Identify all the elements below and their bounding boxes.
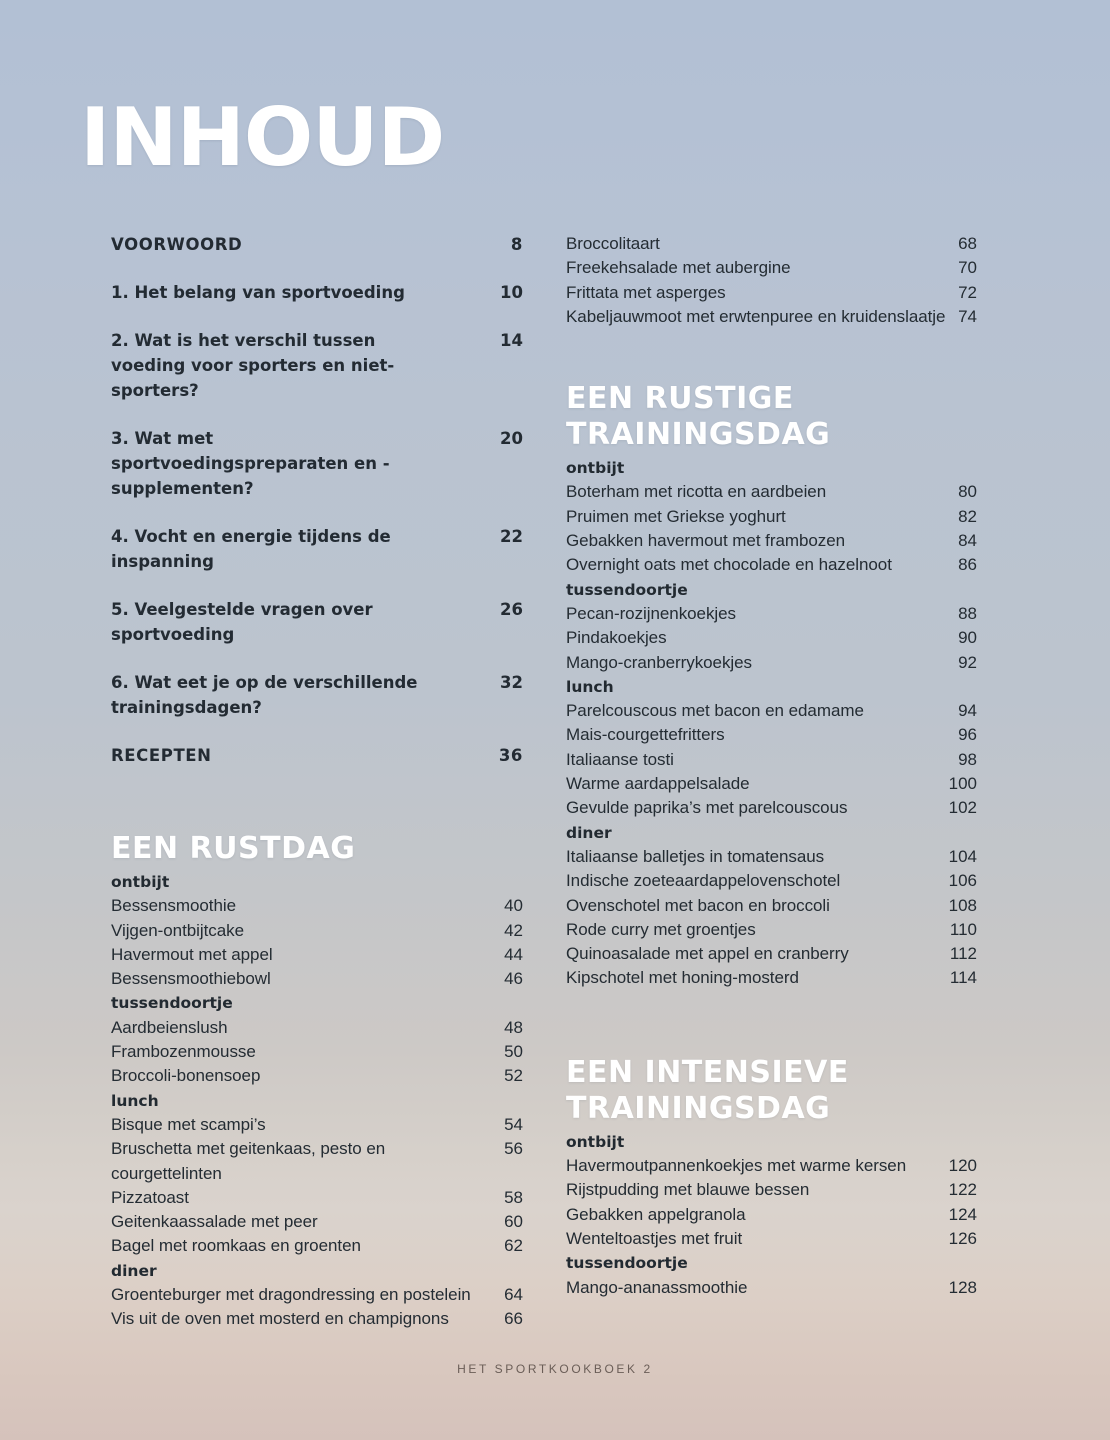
chapter-label: RECEPTEN bbox=[111, 746, 212, 765]
recipe-page-number: 120 bbox=[948, 1156, 977, 1176]
recipe-page-number: 96 bbox=[958, 725, 977, 745]
recipe-label: Aardbeienslush bbox=[111, 1017, 228, 1037]
chapter-page-number: 32 bbox=[500, 673, 523, 692]
recipe-page-number: 124 bbox=[948, 1204, 977, 1224]
recipe-entry[interactable] bbox=[566, 1203, 977, 1227]
recipe-page-number: 46 bbox=[504, 969, 523, 989]
section-block bbox=[566, 381, 977, 991]
left-column bbox=[111, 232, 523, 1332]
recipe-page-number: 56 bbox=[504, 1139, 523, 1159]
recipe-label: Broccoli-bonensoep bbox=[111, 1066, 261, 1086]
recipe-page-number: 108 bbox=[948, 895, 977, 915]
recipe-page-number: 40 bbox=[504, 896, 523, 916]
chapter-label: 5. Veelgestelde vragen over sportvoeding bbox=[111, 600, 373, 644]
recipe-page-number: 104 bbox=[948, 846, 977, 866]
recipe-page-number: 80 bbox=[958, 482, 977, 502]
footer-book-title: HET SPORTKOOKBOEK 2 bbox=[457, 1362, 653, 1376]
meal-label: lunch bbox=[566, 677, 614, 696]
recipe-page-number: 122 bbox=[948, 1180, 977, 1200]
recipe-label: Wenteltoastjes met fruit bbox=[566, 1228, 743, 1248]
chapter-page-number: 20 bbox=[500, 429, 523, 448]
spacer bbox=[566, 329, 977, 381]
recipe-entry[interactable] bbox=[566, 602, 977, 626]
recipe-label: Warme aardappelsalade bbox=[566, 774, 750, 794]
recipe-entry[interactable] bbox=[111, 1016, 523, 1040]
recipe-label: Kipschotel met honing-mosterd bbox=[566, 968, 799, 988]
recipe-label: Parelcouscous met bacon en edamame bbox=[566, 701, 864, 721]
recipe-label: Pruimen met Griekse yoghurt bbox=[566, 506, 786, 526]
recipe-page-number: 110 bbox=[949, 919, 977, 939]
chapter-entry[interactable] bbox=[111, 524, 523, 574]
recipe-entry[interactable] bbox=[566, 651, 977, 675]
recipe-page-number: 88 bbox=[958, 603, 977, 623]
recipe-page-number: 42 bbox=[504, 920, 523, 940]
recipe-page-number: 60 bbox=[504, 1212, 523, 1232]
recipe-entry[interactable] bbox=[111, 1040, 523, 1064]
recipe-page-number: 114 bbox=[949, 968, 977, 988]
recipe-label: Gevulde paprika’s met parelcouscous bbox=[566, 798, 848, 818]
recipe-page-number: 72 bbox=[958, 282, 977, 302]
recipe-label: Gebakken appelgranola bbox=[566, 1204, 746, 1224]
recipe-label: Vijgen-ontbijtcake bbox=[111, 920, 244, 940]
chapter-label: 3. Wat met sportvoedingspreparaten en -supplementen? bbox=[111, 429, 390, 498]
recipe-label: Mais-courgettefritters bbox=[566, 725, 725, 745]
recipe-page-number: 92 bbox=[958, 652, 977, 672]
meal-label: ontbijt bbox=[566, 1132, 625, 1151]
recipe-entry[interactable] bbox=[566, 748, 977, 772]
recipe-label: Bessensmoothiebowl bbox=[111, 969, 271, 989]
chapter-page-number: 10 bbox=[500, 283, 523, 302]
continued-recipe-list bbox=[566, 232, 977, 329]
recipe-entry[interactable] bbox=[111, 967, 523, 991]
recipe-label: Rode curry met groentjes bbox=[566, 919, 756, 939]
recipe-label: Quinoasalade met appel en cranberry bbox=[566, 944, 849, 964]
chapter-label: 4. Vocht en energie tijdens de inspanning bbox=[111, 527, 391, 571]
meal-label: tussendoortje bbox=[566, 1254, 688, 1273]
recipe-label: Havermout met appel bbox=[111, 944, 273, 964]
recipe-page-number: 68 bbox=[958, 234, 977, 253]
recipe-page-number: 48 bbox=[504, 1017, 523, 1037]
recipe-label: Pecan-rozijnenkoekjes bbox=[566, 603, 736, 623]
recipe-label: Kabeljauwmoot met erwtenpuree en kruidenslaatje bbox=[566, 306, 946, 326]
chapter-label: VOORWOORD bbox=[111, 235, 243, 254]
recipe-entry[interactable] bbox=[111, 1186, 523, 1210]
recipe-label: Geitenkaassalade met peer bbox=[111, 1212, 318, 1232]
recipe-label: Bagel met roomkaas en groenten bbox=[111, 1236, 361, 1256]
recipe-page-number: 74 bbox=[958, 306, 977, 326]
meal-label: ontbijt bbox=[566, 459, 625, 478]
recipe-label: Vis uit de oven met mosterd en champignons bbox=[111, 1309, 449, 1329]
recipe-entry[interactable] bbox=[111, 1307, 523, 1331]
recipe-entry[interactable] bbox=[566, 1178, 977, 1202]
recipe-entry[interactable] bbox=[111, 919, 523, 943]
recipe-entry[interactable] bbox=[566, 723, 977, 747]
recipe-entry[interactable] bbox=[566, 796, 977, 820]
recipe-page-number: 62 bbox=[504, 1236, 523, 1256]
recipe-label: Freekehsalade met aubergine bbox=[566, 258, 791, 278]
recipe-entry[interactable] bbox=[566, 1227, 977, 1251]
recipe-entry[interactable] bbox=[566, 480, 977, 504]
recipe-entry[interactable] bbox=[111, 1234, 523, 1258]
recipe-label: Bisque met scampi’s bbox=[111, 1114, 266, 1134]
chapter-entry[interactable] bbox=[111, 280, 523, 305]
recipe-page-number: 94 bbox=[958, 701, 977, 721]
meal-label: tussendoortje bbox=[566, 580, 688, 599]
spacer bbox=[111, 791, 523, 831]
recipe-entry[interactable] bbox=[111, 1113, 523, 1137]
recipe-label: Bessensmoothie bbox=[111, 896, 236, 916]
recipe-entry[interactable] bbox=[111, 1283, 523, 1307]
recipe-entry[interactable] bbox=[566, 845, 977, 869]
recipe-page-number: 128 bbox=[948, 1277, 977, 1297]
right-sections bbox=[566, 329, 977, 1300]
recipe-page-number: 86 bbox=[958, 555, 977, 575]
meal-label: tussendoortje bbox=[111, 994, 233, 1013]
recipe-label: Rijstpudding met blauwe bessen bbox=[566, 1180, 810, 1200]
recipe-page-number: 98 bbox=[958, 749, 977, 769]
recipe-page-number: 66 bbox=[504, 1309, 523, 1329]
chapter-list bbox=[111, 232, 523, 768]
recipe-label: Italiaanse balletjes in tomatensaus bbox=[566, 846, 825, 866]
chapter-entry[interactable] bbox=[111, 597, 523, 647]
recipe-label: Bruschetta met geitenkaas, pesto en courgettelinten bbox=[111, 1139, 386, 1183]
recipe-page-number: 90 bbox=[958, 628, 977, 648]
chapter-entry[interactable] bbox=[111, 426, 523, 501]
recipe-entry[interactable] bbox=[566, 699, 977, 723]
recipe-label: Gebakken havermout met frambozen bbox=[566, 531, 846, 551]
recipe-label: Havermoutpannenkoekjes met warme kersen bbox=[566, 1156, 907, 1176]
recipe-page-number: 70 bbox=[958, 258, 977, 278]
recipe-page-number: 64 bbox=[504, 1285, 523, 1305]
recipe-page-number: 52 bbox=[504, 1066, 523, 1086]
meal-label: lunch bbox=[111, 1091, 159, 1110]
meal-label: diner bbox=[111, 1261, 157, 1280]
recipe-entry[interactable] bbox=[566, 305, 977, 329]
chapter-page-number: 14 bbox=[500, 331, 523, 350]
recipe-entry[interactable] bbox=[566, 626, 977, 650]
recipe-entry[interactable] bbox=[566, 894, 977, 918]
recipe-label: Frambozenmousse bbox=[111, 1042, 256, 1062]
recipe-page-number: 50 bbox=[504, 1042, 523, 1062]
recipe-entry[interactable] bbox=[111, 1210, 523, 1234]
section-heading: EEN RUSTDAG bbox=[111, 831, 356, 866]
recipe-entry[interactable] bbox=[111, 1064, 523, 1088]
recipe-entry[interactable] bbox=[566, 529, 977, 553]
recipe-label: Ovenschotel met bacon en broccoli bbox=[566, 895, 830, 915]
recipe-entry[interactable] bbox=[566, 772, 977, 796]
recipe-page-number: 58 bbox=[504, 1187, 523, 1207]
chapter-page-number: 26 bbox=[500, 600, 523, 619]
right-column bbox=[566, 232, 977, 1300]
recipe-entry[interactable] bbox=[111, 894, 523, 918]
recipe-page-number: 112 bbox=[949, 944, 977, 964]
recipe-entry[interactable] bbox=[566, 505, 977, 529]
chapter-entry[interactable] bbox=[111, 743, 523, 768]
chapter-label: 6. Wat eet je op de verschillende trainingsdagen? bbox=[111, 673, 418, 717]
meal-label: diner bbox=[566, 823, 612, 842]
section-heading: EEN RUSTIGE TRAININGSDAG bbox=[566, 381, 831, 453]
recipe-entry[interactable] bbox=[566, 942, 977, 966]
recipe-entry[interactable] bbox=[566, 281, 977, 305]
recipe-entry[interactable] bbox=[566, 1276, 977, 1300]
chapter-label: 1. Het belang van sportvoeding bbox=[111, 283, 405, 302]
recipe-label: Pindakoekjes bbox=[566, 628, 667, 648]
chapter-page-number: 8 bbox=[510, 235, 523, 254]
recipe-entry[interactable] bbox=[566, 966, 977, 990]
recipe-label: Overnight oats met chocolade en hazelnoot bbox=[566, 555, 892, 575]
recipe-label: Mango-cranberrykoekjes bbox=[566, 652, 752, 672]
chapter-entry[interactable] bbox=[111, 232, 523, 257]
left-section bbox=[111, 831, 523, 1332]
recipe-entry[interactable] bbox=[566, 1154, 977, 1178]
recipe-entry[interactable] bbox=[566, 232, 977, 256]
recipe-label: Broccolitaart bbox=[566, 234, 660, 253]
recipe-label: Boterham met ricotta en aardbeien bbox=[566, 482, 827, 502]
recipe-label: Italiaanse tosti bbox=[566, 749, 674, 769]
recipe-entry[interactable] bbox=[566, 869, 977, 893]
chapter-page-number: 22 bbox=[500, 527, 523, 546]
recipe-page-number: 106 bbox=[948, 871, 977, 891]
recipe-entry[interactable] bbox=[111, 943, 523, 967]
recipe-page-number: 102 bbox=[948, 798, 977, 818]
recipe-page-number: 84 bbox=[958, 531, 977, 551]
recipe-entry[interactable] bbox=[566, 918, 977, 942]
meal-label: ontbijt bbox=[111, 873, 170, 891]
recipe-label: Groenteburger met dragondressing en postelein bbox=[111, 1285, 471, 1305]
recipe-label: Frittata met asperges bbox=[566, 282, 726, 302]
recipe-page-number: 100 bbox=[948, 774, 977, 794]
recipe-page-number: 54 bbox=[504, 1114, 523, 1134]
recipe-page-number: 126 bbox=[948, 1228, 977, 1248]
section-heading: EEN INTENSIEVE TRAININGSDAG bbox=[566, 1054, 849, 1126]
chapter-entry[interactable] bbox=[111, 328, 523, 403]
recipe-entry[interactable] bbox=[566, 256, 977, 280]
section-block bbox=[566, 1055, 977, 1300]
recipe-entry[interactable] bbox=[111, 1137, 523, 1186]
recipe-page-number: 82 bbox=[958, 506, 977, 526]
page-title: INHOUD bbox=[80, 91, 445, 184]
recipe-label: Mango-ananassmoothie bbox=[566, 1277, 748, 1297]
recipe-page-number: 44 bbox=[504, 944, 523, 964]
chapter-label: 2. Wat is het verschil tussen voeding voor sporters en niet-sporters? bbox=[111, 331, 395, 400]
chapter-page-number: 36 bbox=[498, 746, 523, 765]
recipe-label: Indische zoeteaardappelovenschotel bbox=[566, 871, 841, 891]
recipe-entry[interactable] bbox=[566, 553, 977, 577]
recipe-label: Pizzatoast bbox=[111, 1187, 189, 1207]
chapter-entry[interactable] bbox=[111, 670, 523, 720]
spacer bbox=[566, 991, 977, 1055]
